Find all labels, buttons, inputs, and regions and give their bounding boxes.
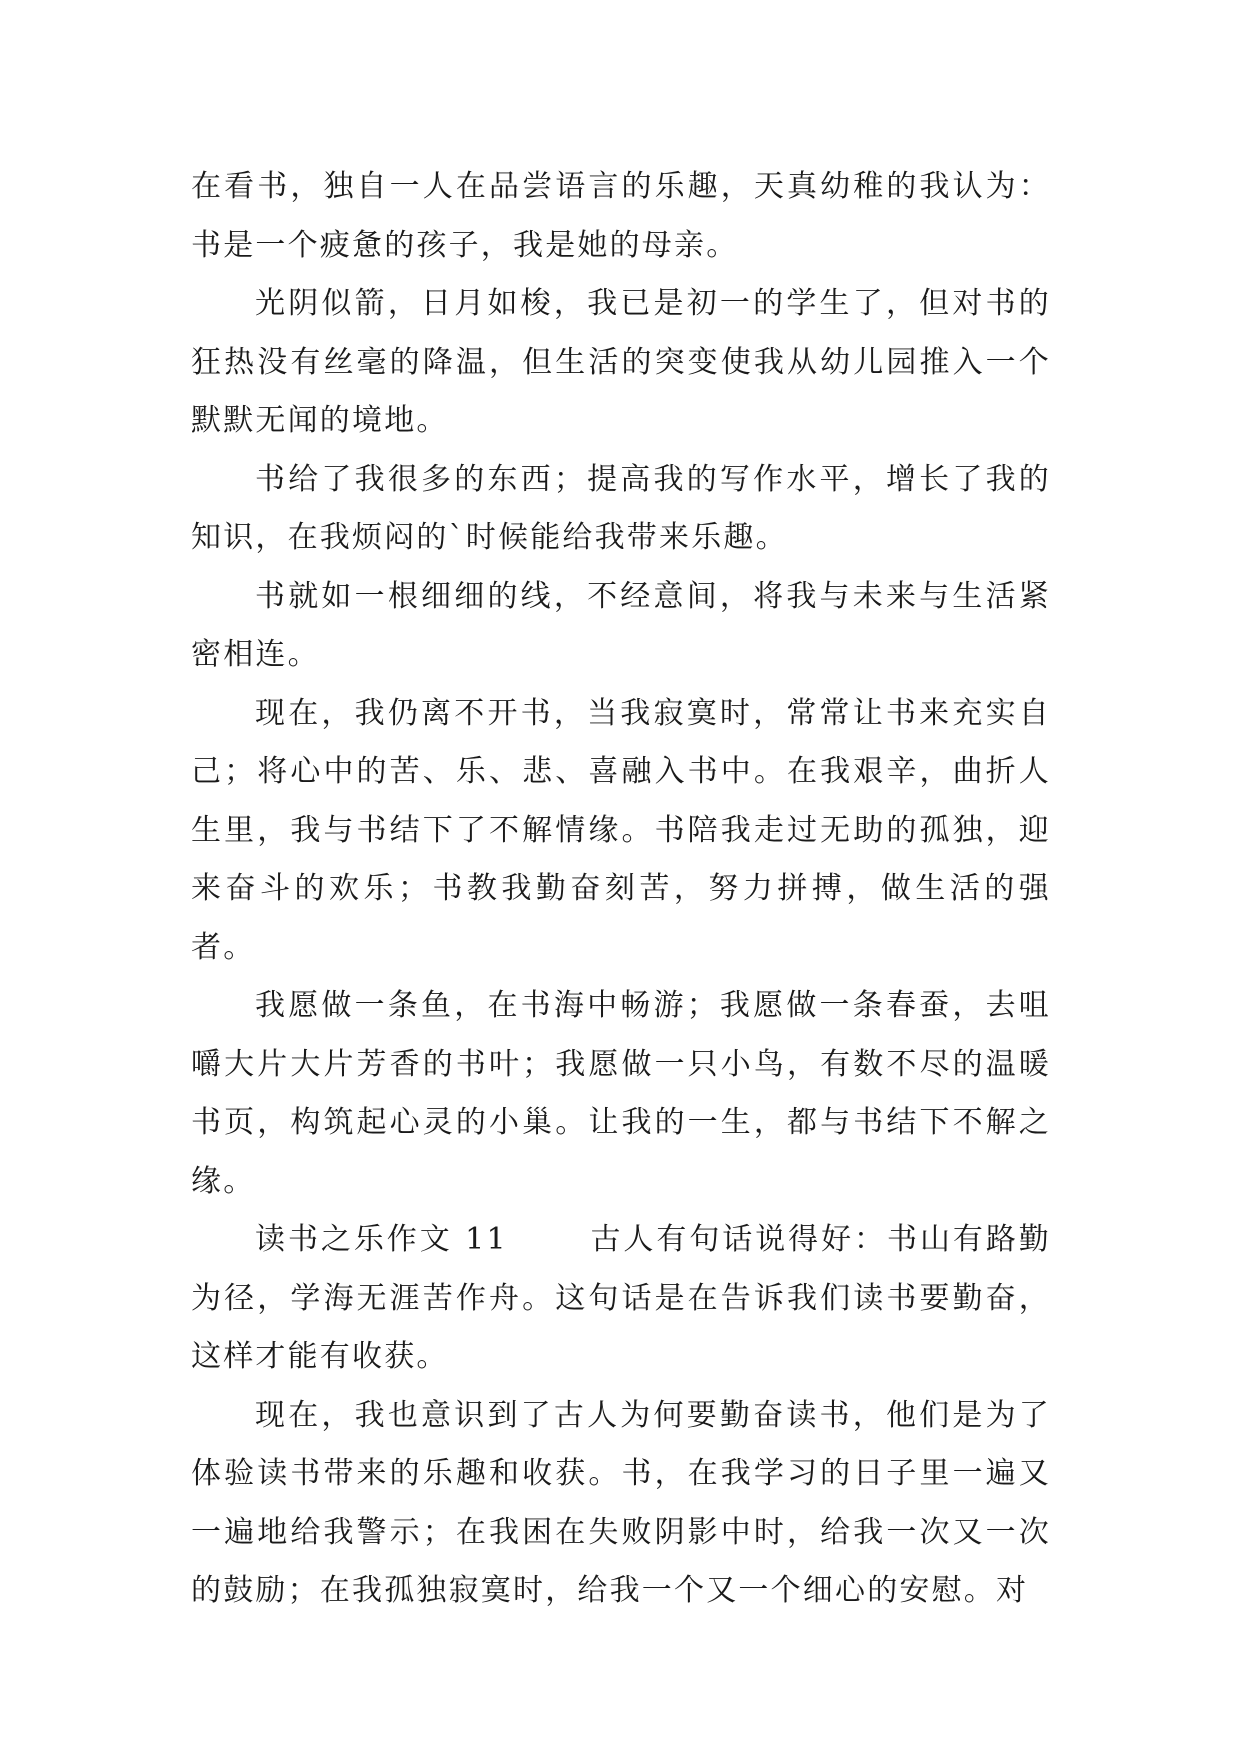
section-paragraph xyxy=(191,1211,1051,1387)
paragraph-5: 现在，我仍离不开书，当我寂寞时，常常让书来充实自己；将心中的苦、乐、悲、喜融入书中。在我艰辛，曲折人生里，我与书结下了不解情缘。书陪我走过无助的孤独，迎来奋斗的欢乐；书教我勤奋刻苦，努力拼搏，做生活的强者。 xyxy=(191,695,1051,965)
section-heading: 读书之乐作文 11 xyxy=(255,1222,508,1257)
paragraph-2: 光阴似箭，日月如梭，我已是初一的学生了，但对书的狂热没有丝毫的降温，但生活的突变使我从幼儿园推入一个默默无闻的境地。 xyxy=(191,286,1051,438)
paragraph-4: 书就如一根细细的线，不经意间，将我与未来与生活紧密相连。 xyxy=(191,578,1051,672)
paragraph-8: 现在，我也意识到了古人为何要勤奋读书，他们是为了体验读书带来的乐趣和收获。书，在我学习的日子里一遍又一遍地给我警示；在我困在失败阴影中时，给我一次又一次的鼓励；在我孤独寂寞时，给我一个又一个细心的安慰。对 xyxy=(191,1397,1051,1608)
paragraph-1: 在看书，独自一人在品尝语言的乐趣，天真幼稚的我认为：书是一个疲惫的孩子，我是她的母亲。 xyxy=(191,169,1051,263)
paragraph-3: 书给了我很多的东西；提高我的写作水平，增长了我的知识，在我烦闷的`时候能给我带来乐趣。 xyxy=(191,461,1051,555)
paragraph-6: 我愿做一条鱼，在书海中畅游；我愿做一条春蚕，去咀嚼大片大片芳香的书叶；我愿做一只小鸟，有数不尽的温暖书页，构筑起心灵的小巢。让我的一生，都与书结下不解之缘。 xyxy=(191,988,1051,1199)
section-text: 古人有句话说得好：书山有路勤为径，学海无涯苦作舟。这句话是在告诉我们读书要勤奋，这样才能有收获。 xyxy=(191,1222,1051,1374)
document-body xyxy=(191,158,1051,1621)
